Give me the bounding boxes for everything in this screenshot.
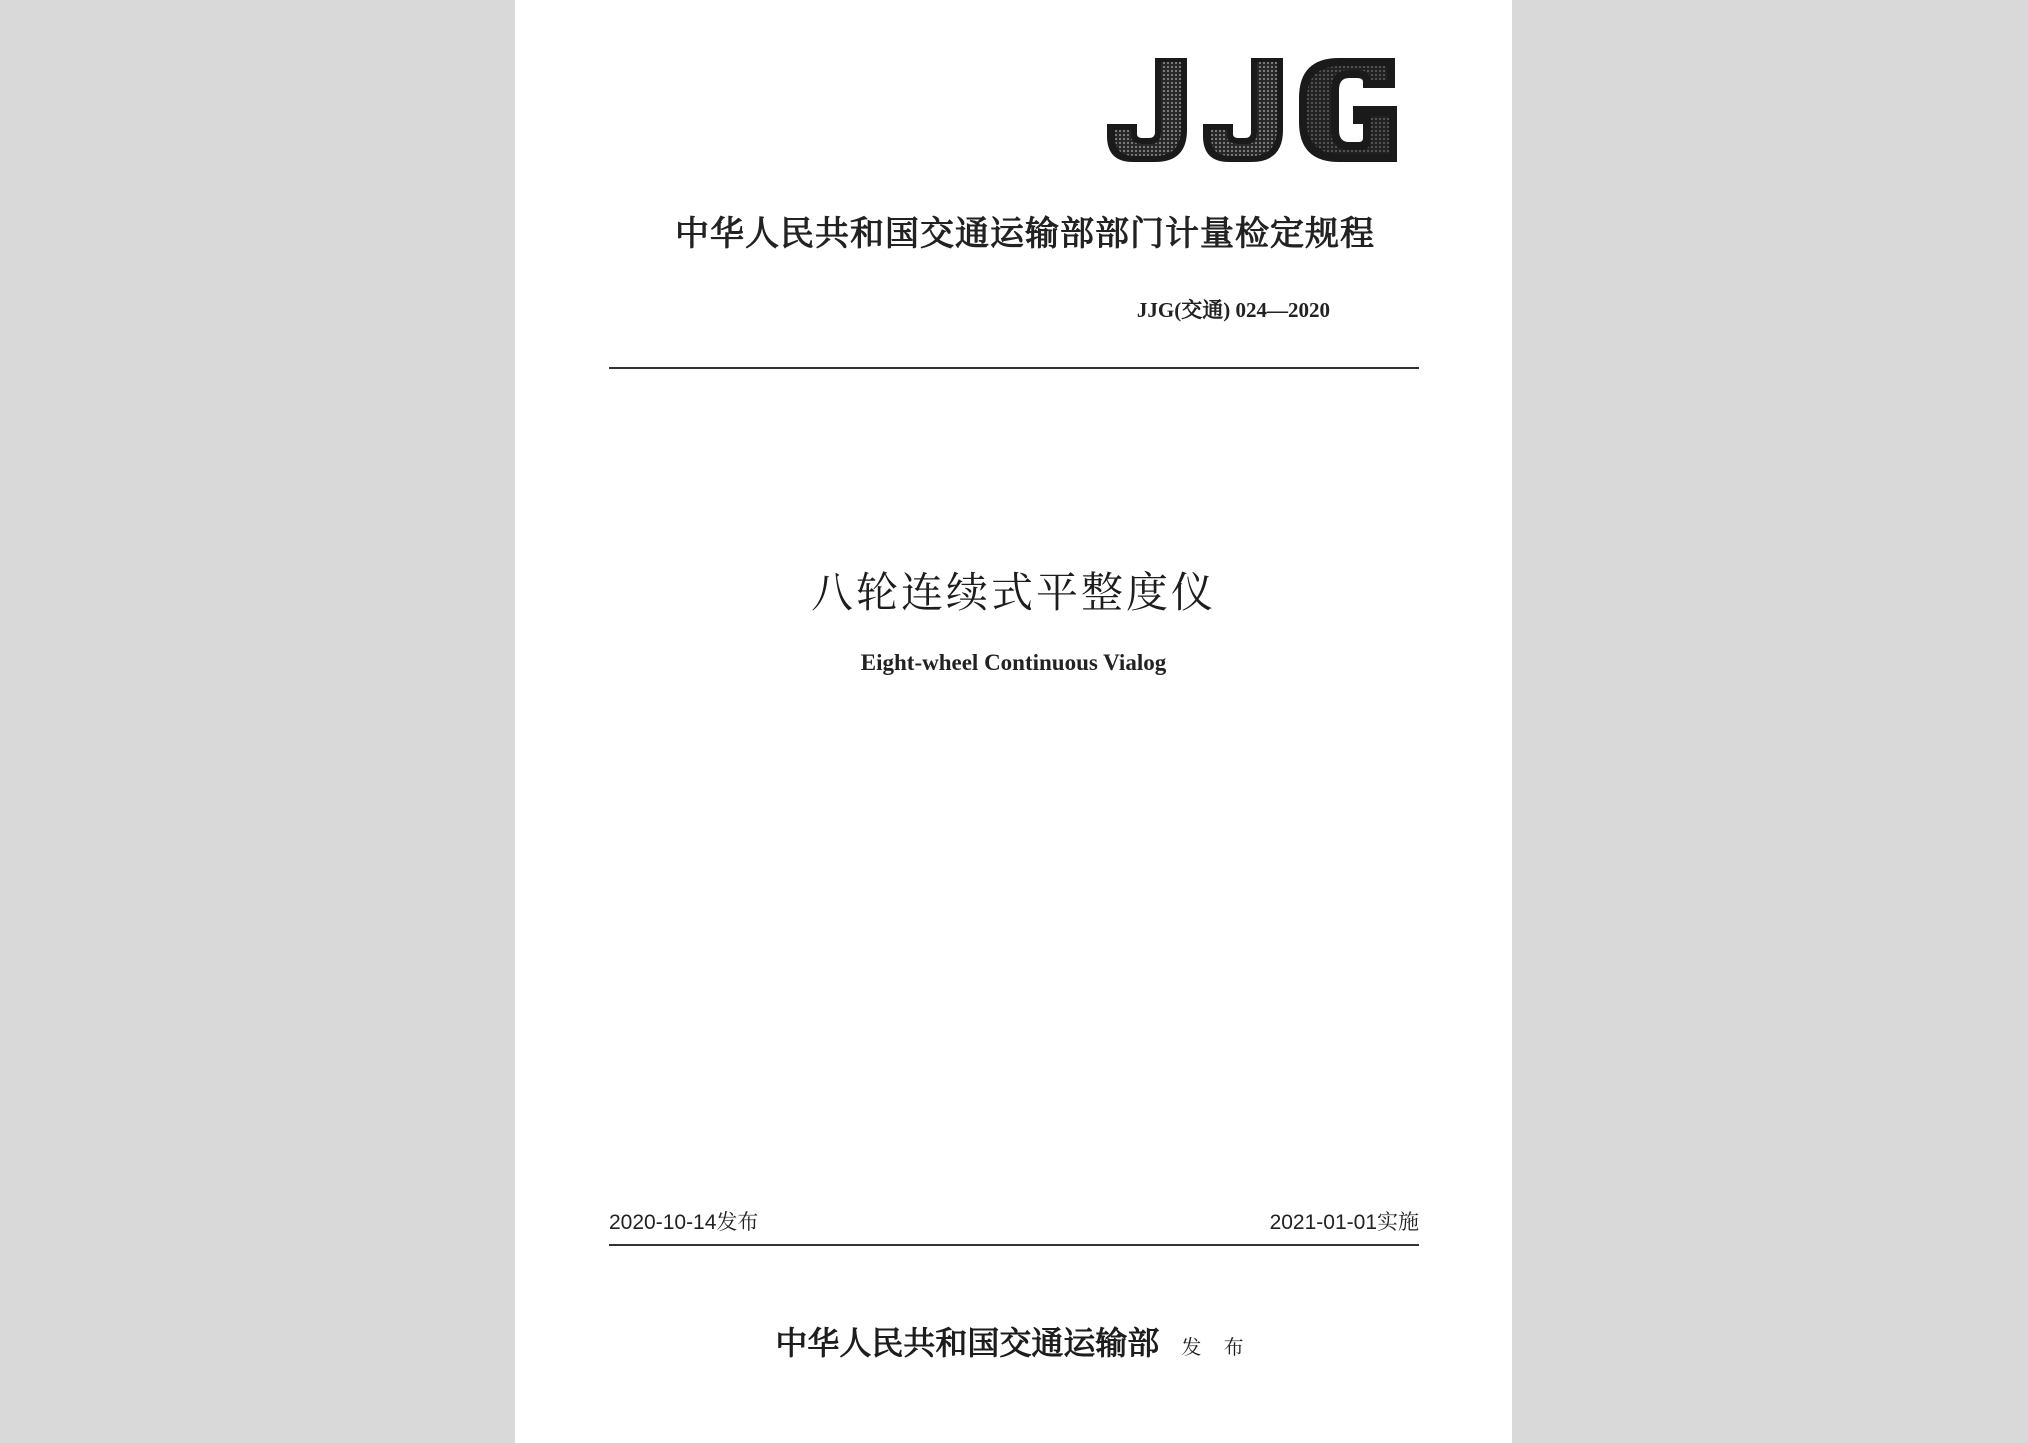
publisher-action: 发 布 (1181, 1335, 1252, 1359)
issuing-authority-title: 中华人民共和国交通运输部部门计量检定规程 (675, 214, 1375, 254)
bottom-divider (609, 1244, 1419, 1246)
publisher-name: 中华人民共和国交通运输部 (775, 1324, 1160, 1362)
top-divider (609, 367, 1419, 369)
document-title-english: Eight-wheel Continuous Vialog (860, 650, 1167, 675)
effective-date: 2021-01-01实施 (1269, 1211, 1419, 1234)
jjg-logo (1103, 58, 1401, 166)
standard-number: JJG(交通) 024—2020 (1136, 298, 1330, 322)
issue-date: 2020-10-14发布 (609, 1211, 759, 1234)
cover-page (515, 0, 1512, 1443)
document-title-chinese: 八轮连续式平整度仪 (810, 568, 1216, 617)
publisher-line (515, 1318, 1512, 1364)
